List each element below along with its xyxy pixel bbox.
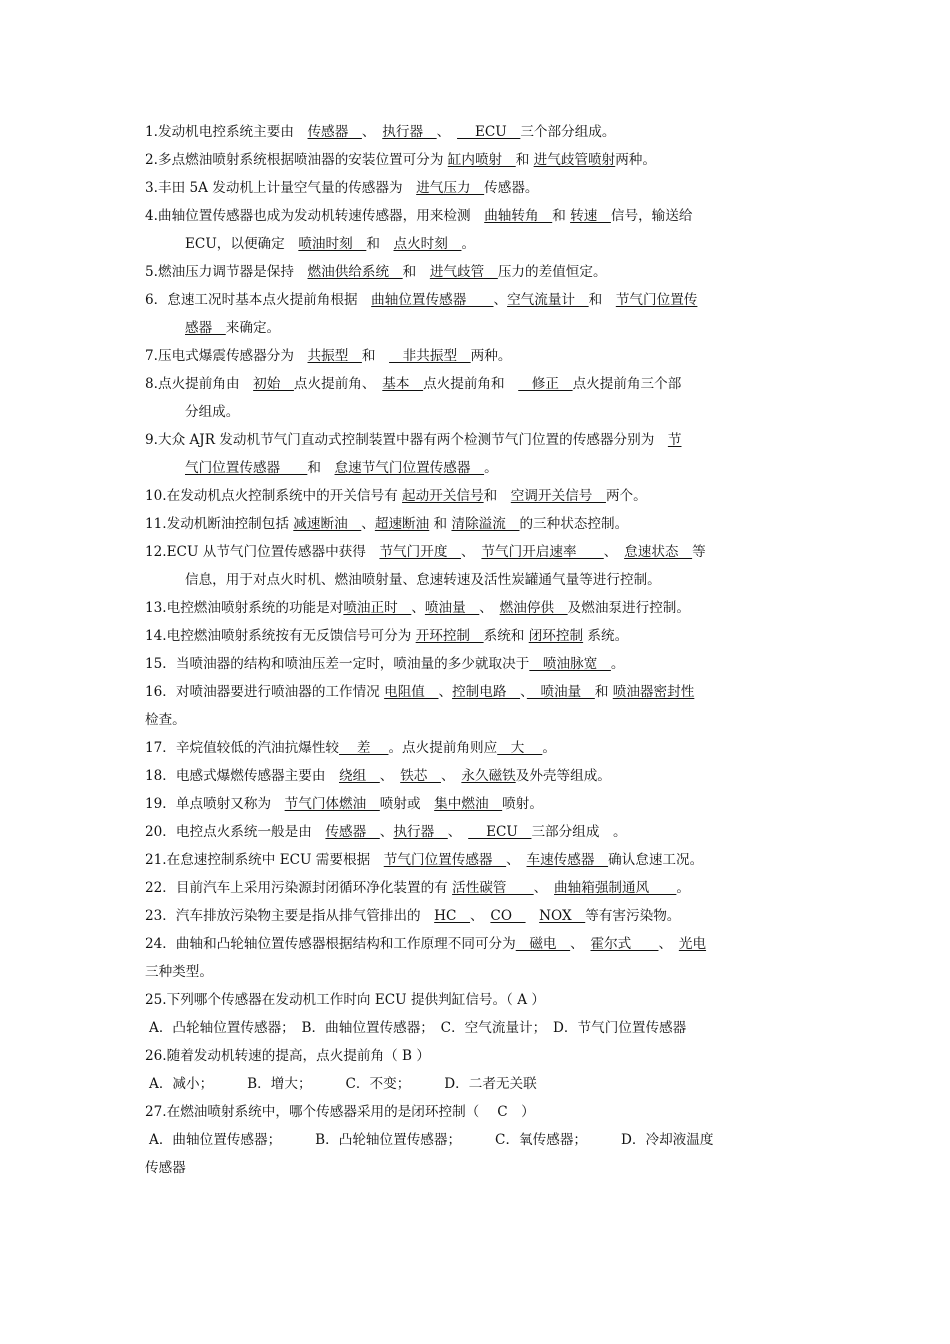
question-text: 和 (515, 152, 534, 168)
answer-blank: 非共振型 (389, 348, 471, 364)
answer-blank: 感器 (185, 320, 226, 336)
question-text: 、 (533, 880, 555, 896)
question-text: A．曲轴位置传感器； B．凸轮轴位置传感器； C．氧传感器； D．冷却液温度 (149, 1132, 714, 1148)
answer-blank: ECU (457, 124, 521, 140)
question-text: 、 (461, 544, 482, 560)
question-text: A．凸轮轴位置传感器； B．曲轴位置传感器； C．空气流量计； D．节气门位置传感器 (149, 1020, 687, 1036)
question-text: 10.在发动机点火控制系统中的开关信号有 (145, 488, 403, 504)
answer-blank: 喷油量 (526, 684, 595, 700)
answer-blank: 进气歧管 (429, 264, 498, 280)
question-line (145, 706, 810, 734)
question-line (145, 762, 810, 790)
question-text: 。点火提前角则应 (388, 740, 498, 756)
question-text: 、 (436, 124, 458, 140)
question-text: 12.ECU 从节气门位置传感器中获得 (145, 544, 380, 560)
question-text: 、 (379, 768, 401, 784)
answer-blank: 活性碳管 (452, 880, 534, 896)
answer-blank: 节气门开启速率 (481, 544, 604, 560)
answer-blank: 执行器 (393, 824, 448, 840)
question-text: 19．单点喷射又称为 (145, 796, 285, 812)
question-text: 、 (520, 684, 527, 700)
question-text: 24．曲轴和凸轮轴位置传感器根据结构和工作原理不同可分为 (145, 936, 516, 952)
question-line (145, 370, 810, 398)
question-text: 压力的差值恒定。 (497, 264, 607, 280)
question-line (145, 930, 810, 958)
question-line (145, 118, 810, 146)
question-text: 和 (483, 488, 511, 504)
question-text: 确认怠速工况。 (608, 852, 704, 868)
question-line (145, 258, 810, 286)
question-text: 三种类型。 (145, 964, 213, 980)
question-text: 27.在燃油喷射系统中，哪个传感器采用的是闭环控制（ C ） (145, 1104, 535, 1120)
question-line (145, 482, 810, 510)
question-text: 信号，输送给 (610, 208, 693, 224)
question-text: 和 (402, 264, 430, 280)
question-line (145, 986, 810, 1014)
question-text: 来确定。 (225, 320, 281, 336)
answer-blank: 共振型 (307, 348, 362, 364)
question-text: 、 (440, 768, 462, 784)
question-text: 17．辛烷值较低的汽油抗爆性较 (145, 740, 340, 756)
question-text: 、 (506, 852, 527, 868)
question-line (145, 146, 810, 174)
question-line (145, 510, 810, 538)
question-line (145, 1070, 810, 1098)
question-line (145, 790, 810, 818)
question-line (145, 314, 810, 342)
question-text: 。 (542, 740, 556, 756)
question-line (145, 1154, 810, 1182)
answer-blank: 清除溢流 (451, 516, 520, 532)
question-line (145, 594, 810, 622)
answer-blank: 修正 (518, 376, 573, 392)
question-text: 信息，用于对点火时机、燃油喷射量、怠速转速及活性炭罐通气量等进行控制。 (185, 572, 661, 588)
question-text: 及外壳等组成。 (515, 768, 611, 784)
question-text: 22．目前汽车上采用污染源封闭循环净化装置的有 (145, 880, 453, 896)
question-line (145, 734, 810, 762)
question-text: 13.电控燃油喷射系统的功能是对 (145, 600, 344, 616)
question-text: 、 (658, 936, 679, 952)
answer-blank: 节气门体燃油 (284, 796, 380, 812)
question-line (145, 426, 810, 454)
question-text: 、 (603, 544, 625, 560)
answer-blank: 喷油正时 (343, 600, 412, 616)
question-line (145, 874, 810, 902)
question-text: 4.曲轴位置传感器也成为发动机转速传感器，用来检测 (145, 208, 485, 224)
question-line (145, 846, 810, 874)
question-text: 、 (411, 600, 425, 616)
answer-blank: 控制电路 (452, 684, 521, 700)
exam-document (145, 118, 810, 1182)
answer-blank: 怠速节气门位置传感器 (334, 460, 485, 476)
question-text: 两个。 (605, 488, 647, 504)
answer-blank: 缸内喷射 (447, 152, 516, 168)
question-line (145, 398, 810, 426)
question-text: 传感器。 (484, 180, 539, 196)
answer-blank: 空气流量计 (507, 292, 589, 308)
question-text: 及燃油泵进行控制。 (567, 600, 690, 616)
answer-blank: 铁芯 (400, 768, 441, 784)
question-text: 的三种状态控制。 (519, 516, 629, 532)
answer-blank: CO (490, 908, 526, 924)
question-text: 、 (570, 936, 591, 952)
answer-blank: 节气门位置传 (615, 292, 698, 308)
answer-blank: 传感器 (307, 124, 362, 140)
question-text: 喷射。 (502, 796, 543, 812)
question-line (145, 566, 810, 594)
answer-blank: 执行器 (382, 124, 437, 140)
answer-blank: 转速 (570, 208, 611, 224)
answer-blank: 电阻值 (384, 684, 439, 700)
question-text: 和 (594, 684, 613, 700)
question-text: 和 (588, 292, 616, 308)
question-text: 。 (610, 656, 625, 672)
answer-blank: 传感器 (325, 824, 380, 840)
question-text (526, 908, 540, 924)
answer-blank: 超速断油 (374, 516, 430, 532)
answer-blank: 闭环控制 (528, 628, 584, 644)
question-text: 2.多点燃油喷射系统根据喷油器的安装位置可分为 (145, 152, 448, 168)
question-text: 喷射或 (379, 796, 435, 812)
answer-blank: 永久磁铁 (461, 768, 516, 784)
answer-blank: 减速断油 (293, 516, 362, 532)
answer-blank: 喷油器密封性 (612, 684, 695, 700)
question-line (145, 678, 810, 706)
question-text: 3.丰田 5A 发动机上计量空气量的传感器为 (145, 180, 417, 196)
answer-blank: 大 (497, 740, 543, 756)
question-line (145, 230, 810, 258)
question-line (145, 1098, 810, 1126)
question-text: 点火提前角和 (423, 376, 519, 392)
answer-blank: ECU (468, 824, 532, 840)
question-text: 、 (447, 824, 469, 840)
question-text: 23．汽车排放污染物主要是指从排气管排出的 (145, 908, 435, 924)
question-text: 9.大众 AJR 发动机节气门直动式控制装置中器有两个检测节气门位置的传感器分别为 (145, 432, 668, 448)
question-text: 和 (361, 348, 390, 364)
question-line (145, 622, 810, 650)
answer-blank: 节 (667, 432, 682, 448)
answer-blank: 进气压力 (416, 180, 485, 196)
question-text: 11.发动机断油控制包括 (145, 516, 294, 532)
question-line (145, 1126, 810, 1154)
answer-blank: 绕组 (339, 768, 380, 784)
question-text: 、 (361, 124, 383, 140)
question-text: 14.电控燃油喷射系统按有无反馈信号可分为 (145, 628, 416, 644)
answer-blank: 曲轴转角 (484, 208, 553, 224)
question-text: 两种。 (470, 348, 512, 364)
answer-blank: 气门位置传感器 (185, 460, 308, 476)
question-line (145, 342, 810, 370)
answer-blank: 基本 (382, 376, 424, 392)
question-line (145, 174, 810, 202)
question-text: 、 (438, 684, 453, 700)
answer-blank: 空调开关信号 (510, 488, 606, 504)
question-text: 。 (461, 236, 476, 252)
question-text: 15．当喷油器的结构和喷油压差一定时，喷油量的多少就取决于 (145, 656, 530, 672)
answer-blank: 曲轴箱强制通风 (554, 880, 677, 896)
answer-blank: 霍尔式 (590, 936, 659, 952)
question-text: 21.在怠速控制系统中 ECU 需要根据 (145, 852, 384, 868)
question-text: 三个部分组成。 (520, 124, 616, 140)
answer-blank: 车速传感器 (526, 852, 609, 868)
question-text: 等有害污染物。 (585, 908, 681, 924)
question-text: A．减小； B．增大； C．不变； D．二者无关联 (149, 1076, 537, 1092)
question-text: 三部分组成 。 (531, 824, 627, 840)
question-text: 点火提前角三个部 (572, 376, 682, 392)
question-text: 两种。 (615, 152, 656, 168)
answer-blank: 燃油供给系统 (307, 264, 403, 280)
answer-blank: 燃油停供 (499, 600, 568, 616)
answer-blank: 曲轴位置传感器 (371, 292, 494, 308)
question-text: 和 (429, 516, 452, 532)
question-line (145, 818, 810, 846)
question-text: 。 (676, 880, 690, 896)
answer-blank: 起动开关信号 (402, 488, 484, 504)
answer-blank: 节气门开度 (379, 544, 462, 560)
answer-blank: 喷油时刻 (298, 236, 367, 252)
question-text: 、 (470, 908, 491, 924)
answer-blank: 喷油脉宽 (529, 656, 611, 672)
question-text: 25.下列哪个传感器在发动机工作时向 ECU 提供判缸信号。（ A ） (145, 992, 545, 1008)
question-text: 、 (361, 516, 375, 532)
answer-blank: 光电 (678, 936, 707, 952)
question-text: 和 (552, 208, 571, 224)
answer-blank: 怠速状态 (624, 544, 693, 560)
question-text: 8.点火提前角由 (145, 376, 254, 392)
question-line (145, 958, 810, 986)
question-line (145, 286, 810, 314)
question-line (145, 650, 810, 678)
question-text: 系统和 (483, 628, 529, 644)
question-text: ECU，以便确定 (185, 236, 299, 252)
question-text: 。 (484, 460, 498, 476)
question-text: 和 (307, 460, 335, 476)
question-text: 系统。 (583, 628, 629, 644)
answer-blank: 节气门位置传感器 (383, 852, 507, 868)
answer-blank: NOX (539, 908, 586, 924)
answer-blank: 点火时刻 (393, 236, 462, 252)
question-text: 6．怠速工况时基本点火提前角根据 (145, 292, 372, 308)
answer-blank: 集中燃油 (434, 796, 503, 812)
question-text: 20．电控点火系统一般是由 (145, 824, 326, 840)
question-line (145, 902, 810, 930)
question-text: 检查。 (145, 712, 186, 728)
question-text: 分组成。 (185, 404, 240, 420)
question-text: 和 (366, 236, 394, 252)
question-text: 点火提前角、 (293, 376, 383, 392)
question-line (145, 454, 810, 482)
answer-blank: 进气歧管喷射 (533, 152, 616, 168)
answer-blank: HC (434, 908, 471, 924)
question-text: 18．电感式爆燃传感器主要由 (145, 768, 340, 784)
question-line (145, 202, 810, 230)
answer-blank: 差 (339, 740, 389, 756)
answer-blank: 初始 (253, 376, 294, 392)
question-line (145, 538, 810, 566)
question-text: 等 (692, 544, 706, 560)
question-text: 传感器 (145, 1160, 186, 1176)
question-line (145, 1042, 810, 1070)
question-text: 、 (479, 600, 500, 616)
question-text: 26.随着发动机转速的提高，点火提前角（ B ） (145, 1048, 430, 1064)
answer-blank: 磁电 (515, 936, 571, 952)
answer-blank: 喷油量 (424, 600, 480, 616)
question-text: 、 (493, 292, 508, 308)
answer-blank: 开环控制 (415, 628, 484, 644)
question-text: 、 (379, 824, 394, 840)
question-text: 5.燃油压力调节器是保持 (145, 264, 308, 280)
question-line (145, 1014, 810, 1042)
question-text: 7.压电式爆震传感器分为 (145, 348, 308, 364)
question-text: 1.发动机电控系统主要由 (145, 124, 308, 140)
question-text: 16．对喷油器要进行喷油器的工作情况 (145, 684, 385, 700)
